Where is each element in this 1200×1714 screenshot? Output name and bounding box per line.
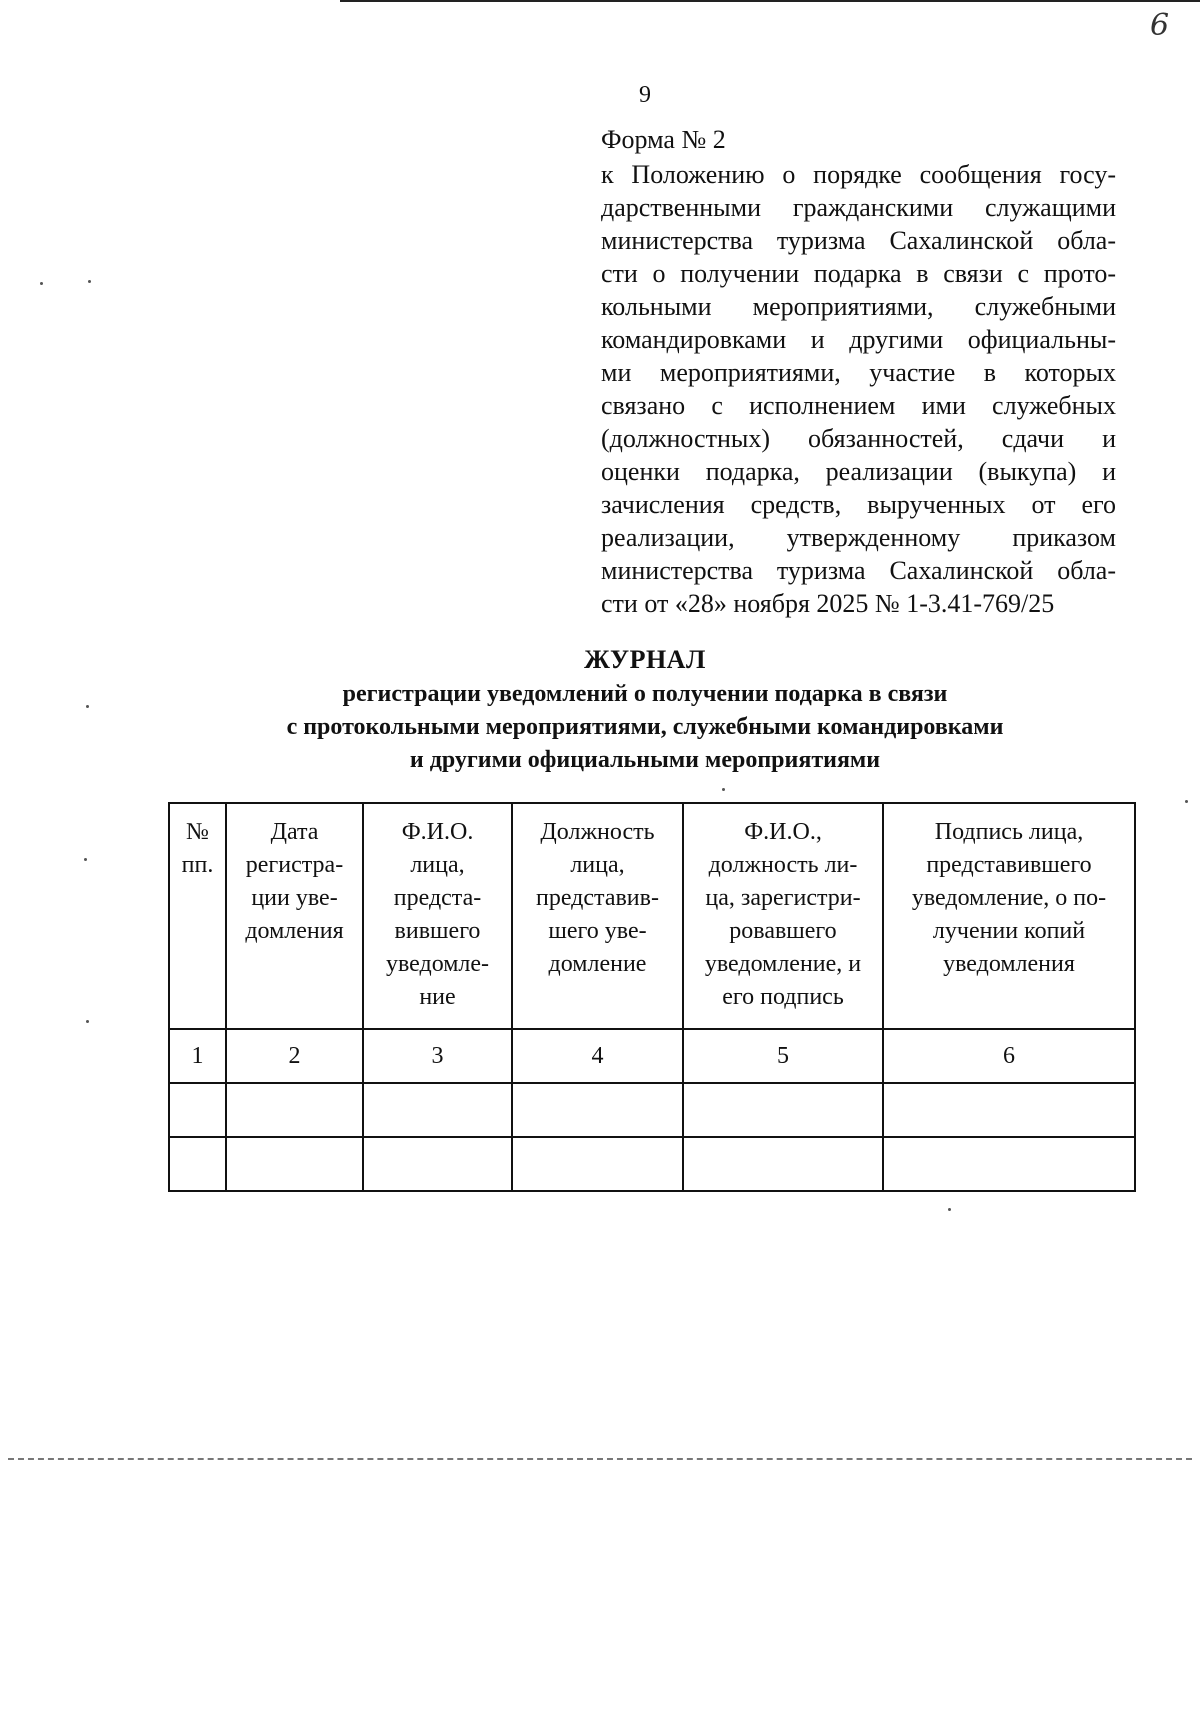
column-header-line: ции уве-	[251, 885, 338, 911]
column-header-line: представив-	[536, 885, 659, 911]
appendix-line: сти от «28» ноября 2025 № 1-3.41-769/25	[601, 589, 1055, 618]
column-header-line: представившего	[926, 852, 1092, 878]
empty-table-cell	[363, 1083, 512, 1137]
empty-table-cell	[169, 1137, 226, 1191]
column-header-line: Должность	[540, 819, 655, 845]
scan-top-rule	[340, 0, 1200, 2]
column-header-line: пп.	[181, 852, 214, 878]
scan-speck	[722, 788, 725, 791]
column-number-cell: 6	[883, 1029, 1135, 1083]
column-number-cell: 2	[226, 1029, 363, 1083]
appendix-line: сти о получении подарка в связи с прото-	[601, 259, 1116, 288]
table-body	[169, 1029, 1135, 1191]
column-header-line: должность ли-	[708, 852, 858, 878]
scan-speck	[84, 858, 87, 861]
column-header-line: уведомление, и	[704, 951, 862, 977]
column-header-line: Дата	[270, 819, 319, 845]
table-row	[169, 1083, 1135, 1137]
registration-journal-table	[168, 802, 1136, 1192]
empty-table-cell	[363, 1137, 512, 1191]
journal-subtitle-line: регистрации уведомлений о получении подарка в связи	[342, 681, 948, 707]
scan-speck	[88, 280, 91, 283]
journal-subtitle-line: с протокольными мероприятиями, служебными командировками	[286, 714, 1004, 740]
scan-speck	[86, 705, 89, 708]
appendix-line: оценки подарка, реализации (выкупа) и	[601, 457, 1116, 486]
column-number-cell: 4	[512, 1029, 683, 1083]
journal-subtitle	[0, 678, 1200, 777]
column-header-line: Ф.И.О.,	[744, 819, 822, 845]
column-header-line: регистра-	[245, 852, 344, 878]
column-header-6	[883, 803, 1135, 1029]
column-header-line: Ф.И.О.	[401, 819, 474, 845]
scan-artifact-dashed-line	[8, 1458, 1192, 1460]
table-row	[169, 1137, 1135, 1191]
column-number-cell: 3	[363, 1029, 512, 1083]
empty-table-cell	[226, 1083, 363, 1137]
scan-speck	[40, 282, 43, 285]
appendix-line: дарственными гражданскими служащими	[601, 193, 1116, 222]
column-header-line: его подпись	[722, 984, 844, 1010]
appendix-line: ми мероприятиями, участие в которых	[601, 358, 1116, 387]
column-header-line: ние	[419, 984, 456, 1010]
column-header-1	[169, 803, 226, 1029]
column-header-line: уведомления	[943, 951, 1075, 977]
column-header-line: №	[186, 819, 209, 845]
column-header-line: Подпись лица,	[934, 819, 1084, 845]
journal-title: ЖУРНАЛ	[584, 645, 706, 674]
appendix-line: к Положению о порядке сообщения госу-	[601, 160, 1116, 189]
appendix-reference-block	[601, 158, 1116, 620]
column-header-line: шего уве-	[548, 918, 647, 944]
empty-table-cell	[883, 1083, 1135, 1137]
column-header-line: предста-	[393, 885, 482, 911]
column-number-cell: 1	[169, 1029, 226, 1083]
appendix-line: министерства туризма Сахалинской обла-	[601, 556, 1116, 585]
scan-speck	[948, 1208, 951, 1211]
empty-table-cell	[226, 1137, 363, 1191]
column-header-line: домление	[548, 951, 647, 977]
column-header-line: домления	[245, 918, 344, 944]
empty-table-cell	[512, 1083, 683, 1137]
column-header-5	[683, 803, 883, 1029]
handwritten-page-mark: 6	[1150, 8, 1170, 43]
empty-table-cell	[683, 1137, 883, 1191]
column-header-4	[512, 803, 683, 1029]
appendix-line: министерства туризма Сахалинской обла-	[601, 226, 1116, 255]
column-header-3	[363, 803, 512, 1029]
page-number: 9	[639, 82, 651, 108]
empty-table-cell	[683, 1083, 883, 1137]
column-number-cell: 5	[683, 1029, 883, 1083]
appendix-line: зачисления средств, вырученных от его	[601, 490, 1116, 519]
column-header-line: ца, зарегистри-	[705, 885, 861, 911]
column-header-line: лучении копий	[932, 918, 1086, 944]
scan-speck	[86, 1020, 89, 1023]
table-header-row	[169, 803, 1135, 1029]
journal-subtitle-line: и другими официальными мероприятиями	[409, 747, 881, 773]
appendix-line: реализации, утвержденному приказом	[601, 523, 1116, 552]
empty-table-cell	[512, 1137, 683, 1191]
column-header-line: уведомление, о по-	[911, 885, 1107, 911]
empty-table-cell	[883, 1137, 1135, 1191]
appendix-line: (должностных) обязанностей, сдачи и	[601, 424, 1116, 453]
form-label: Форма № 2	[601, 125, 726, 154]
scan-speck	[1185, 800, 1188, 803]
empty-table-cell	[169, 1083, 226, 1137]
column-header-2	[226, 803, 363, 1029]
appendix-line: командировками и другими официальны-	[601, 325, 1116, 354]
appendix-line: связано с исполнением ими служебных	[601, 391, 1116, 420]
column-header-line: лица,	[570, 852, 625, 878]
appendix-line: кольными мероприятиями, служебными	[601, 292, 1116, 321]
column-header-line: вившего	[394, 918, 481, 944]
column-header-line: лица,	[410, 852, 465, 878]
column-header-line: уведомле-	[385, 951, 490, 977]
column-number-row	[169, 1029, 1135, 1083]
column-header-line: ровавшего	[729, 918, 837, 944]
